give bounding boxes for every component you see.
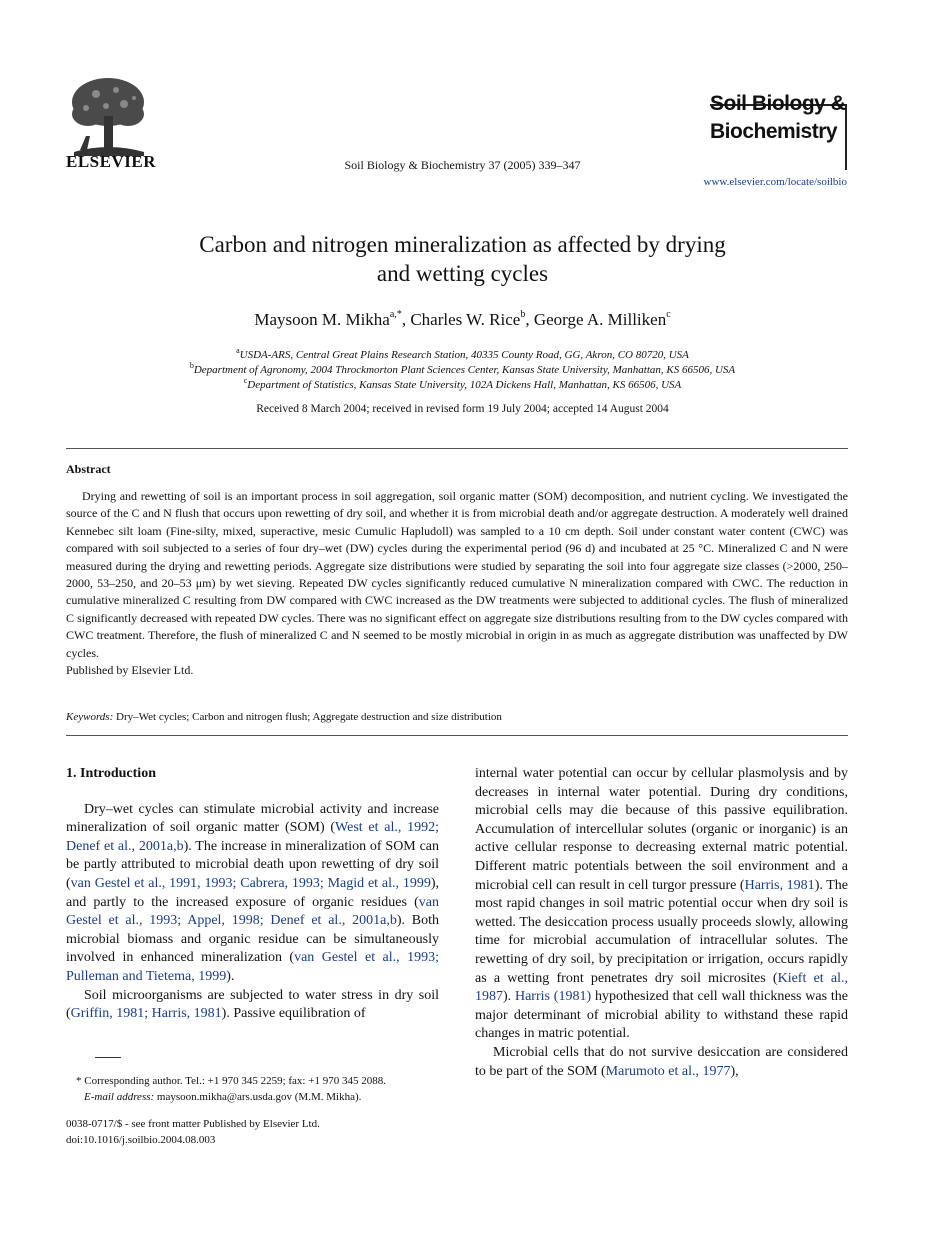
paragraph-text: Microbial cells that do not survive desiccation are considered to be part of the SOM ( [475,1044,848,1079]
paragraph-text: Dry–wet cycles can stimulate microbial activity and increase mineralization of soil organic matter (SOM) ( [66,801,439,836]
keywords [66,711,502,723]
paragraph-text: internal water potential can occur by cellular plasmolysis and by decreases in internal water potential. During dry conditions, microbial cells may die because of this passive equilibration. Accumulation of intercellular solutes (organic or inorganic) is an active cellular response to decreasing external matric potential. Different matric potentials between the soil environment and a microbial cell can result in cell turgor pressure ( [475,766,848,893]
citation-link[interactable]: van Gestel et al., 1993; Appel, 1998; Denef et al., 2001a,b [66,894,439,929]
footnote-rule [95,1057,121,1058]
intro-paragraph-2-start [66,987,439,1024]
left-column [66,765,439,1024]
intro-paragraph-1 [66,801,439,987]
author-name: Charles W. Rice [410,310,521,329]
front-matter [66,1117,439,1148]
paragraph-text: hypothesized that cell wall thickness was the major determinant of microbial ability to withstand these rapid changes in matric potential. [475,989,849,1042]
journal-logo-side-rule [845,104,847,170]
intro-paragraph-2-continued [475,765,848,1044]
title-line-1: Carbon and nitrogen mineralization as affected by drying [199,232,726,257]
citation-link[interactable]: Griffin, 1981; Harris, 1981 [70,1006,222,1022]
citation-link[interactable]: Marumoto et al., 1977 [605,1063,731,1079]
paragraph-text: ). [226,968,235,984]
affiliation-a: $^a$USDA-ARS, Central Great Plains Research Station, 40335 County Road, GG, Akron, CO 80720, USA [236,346,689,361]
citation-link[interactable]: Harris (1981) [514,989,592,1005]
issn-line: 0038-0717/$ - see front matter Published by Elsevier Ltd. [66,1118,320,1130]
abstract-text: Drying and rewetting of soil is an important process in soil aggregation, soil organic matter (SOM) decomposition, and nutrient cycling. We investigated the source of the C and N flush that occurs upon rewetting of dry soil, and whether it is from microbial death and/or aggregate destruction. A moderately well drained Kennebec silt loam (Fine-silty, mixed, superactive, mesic Cumulic Hapludoll) was sampled to a 10 cm depth. Soil under constant water content (CWC) was compared with soil subjected to a series of four dry–wet (DW) cycles during the experimental period (96 d) and incubated at 25 °C. Mineralized C and N were measured during the drying and rewetting periods. Aggregate size distributions were studied by separating the soil into four aggregate size classes (>2000, 250–2000, 53–250, and 20–53 μm) by wet sieving. Repeated DW cycles significantly reduced cumulative N mineralization compared with CWC. The reduction in cumulative mineralized C resulting from DW compared with CWC increased as the DW treatments were subjected to additional cycles. The flush of mineralized C significantly decreased with repeated DW cycles. There was no significant effect on aggregate size distributions resulting from to the DW cycles compared with CWC treatment. Therefore, the flush of mineralized C and N seemed to be mostly microbial in origin in as much as aggregate distribution was unaffected by DW cycles. [66,489,848,660]
right-column [475,765,848,1081]
doi-line[interactable]: doi:10.1016/j.soilbio.2004.08.003 [66,1133,216,1146]
journal-logo [710,90,845,146]
corresponding-author: * Corresponding author. Tel.: +1 970 345 2259; fax: +1 970 345 2088. [76,1075,386,1087]
keywords-text: Dry–Wet cycles; Carbon and nitrogen flush; Aggregate destruction and size distribution [113,711,502,723]
affiliation-b: $^b$Department of Agronomy, 2004 Throckmorton Plant Sciences Center, Kansas State University, Manhattan, KS 66506, USA [189,361,736,376]
paragraph-text: Soil microorganisms are subjected to water stress in dry soil ( [66,987,439,1022]
author-email: E-mail address: maysoon.mikha@ars.usda.gov (M.M. Mikha). [84,1090,362,1103]
author-list: Maysoon M. Mikha$^{a,*}$, Charles W. Rice$^b$, George A. Milliken$^c$ [254,309,671,329]
paragraph-text: ). The increase in mineralization of SOM can be partly attributed to microbial death upon rewetting of dry soil ( [66,838,439,891]
divider-top [66,448,848,449]
divider-bottom [66,735,848,736]
article-title [0,230,925,288]
journal-logo-line2: Biochemistry [710,120,838,143]
abstract-body [66,488,848,679]
corresponding-author-footnote [66,1074,439,1105]
author-affiliation-mark: c [666,309,671,320]
abstract-published: Published by Elsevier Ltd. [66,663,194,678]
keywords-label: Keywords: [66,711,114,723]
citation-link[interactable]: van Gestel et al., 1993; Pulleman and Tietema, 1999 [66,950,439,984]
author-name: George A. Milliken [533,310,667,329]
received-dates: Received 8 March 2004; received in revised form 19 July 2004; accepted 14 August 2004 [256,403,669,415]
journal-logo-line1: Soil Biology & [710,92,846,115]
citation-link[interactable]: West et al., 1992; Denef et al., 2001a,b [66,820,440,854]
paragraph-text: ). Passive equilibration of [221,1006,366,1022]
paragraph-text: ), [730,1063,739,1079]
journal-url-link[interactable]: www.elsevier.com/locate/soilbio [703,176,847,188]
title-line-2: and wetting cycles [376,261,549,286]
author-affiliation-mark: a,* [389,309,402,320]
paragraph-text: ). [503,989,515,1005]
citation-link[interactable]: Harris, 1981 [744,877,815,893]
intro-paragraph-3 [475,1044,848,1081]
abstract-heading: Abstract [66,462,111,476]
author-affiliation-mark: b [520,309,526,320]
publisher-name: ELSEVIER [66,152,156,171]
paragraph-text: ). The most rapid changes in soil matric potential occur when dry soil is wetted. The desiccation process usually proceeds slowly, allowing time for microbial accumulation of intracellular solutes. The rewetting of dry soil, by precipitation or irrigation, occurs rapidly as a wetting front penetrates dry soil microsites ( [475,877,848,986]
author-name: Maysoon M. Mikha [254,310,390,329]
paragraph-text: ). Both microbial biomass and organic residue can be simultaneously involved in enhanced mineralization ( [66,913,439,966]
affiliation-c: $^c$Department of Statistics, Kansas State University, 102A Dickens Hall, Manhattan, KS 66506, USA [243,376,682,391]
paragraph-text: ), and partly to the increased exposure of organic residues ( [66,875,439,910]
citation-link[interactable]: Kieft et al., 1987 [475,970,848,1005]
citation-link[interactable]: van Gestel et al., 1991, 1993; Cabrera, 1993; Magid et al., 1999 [70,875,431,891]
section-heading-introduction: 1. Introduction [66,766,156,781]
journal-citation: Soil Biology & Biochemistry 37 (2005) 339–347 [344,158,581,172]
